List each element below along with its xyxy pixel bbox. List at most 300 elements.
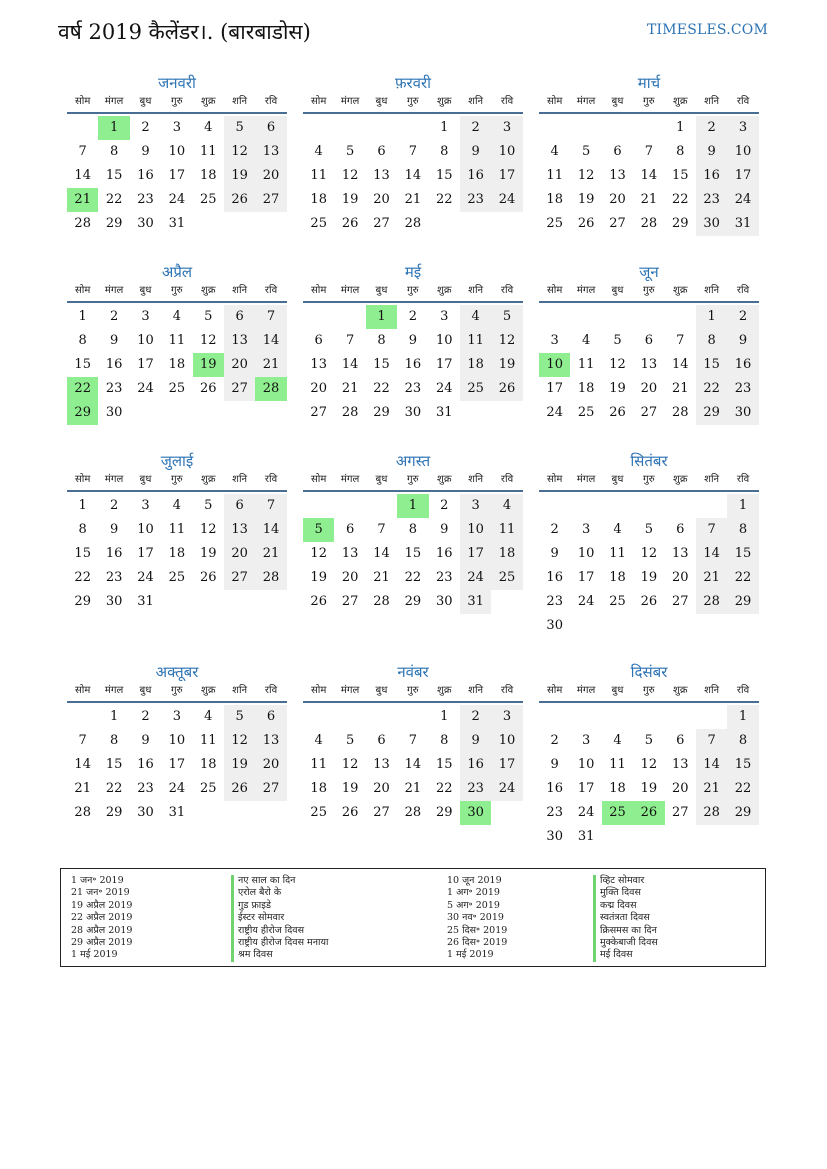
day-cell: 7 <box>78 733 87 748</box>
empty-cell <box>334 116 365 140</box>
empty-cell <box>539 705 570 729</box>
day-cell: 1 <box>440 709 449 724</box>
month-block <box>303 662 523 825</box>
day-cell: 26 <box>310 594 327 609</box>
day-cell: 20 <box>224 542 255 566</box>
day-cell: 2 <box>550 522 559 537</box>
day-cell: 8 <box>408 522 417 537</box>
day-cell: 8 <box>377 333 386 348</box>
month-block <box>539 662 759 849</box>
weekday-label: शुक्र <box>673 685 688 696</box>
weekday-label: गुरु <box>407 685 419 696</box>
day-cell: 22 <box>105 781 123 796</box>
holiday-day-cell: 29 <box>67 401 98 425</box>
day-cell: 20 <box>640 381 658 396</box>
day-cell: 16 <box>546 570 563 585</box>
weekday-label: मंगल <box>340 685 360 696</box>
month-name: अगस्त <box>395 452 431 470</box>
day-cell: 4 <box>613 522 622 537</box>
day-cell: 1 <box>727 705 758 729</box>
month-name: अप्रैल <box>161 263 193 281</box>
day-cell: 11 <box>609 757 626 772</box>
weekday-label: गुरु <box>643 285 655 296</box>
day-grid <box>67 116 287 236</box>
legend-date: 29 अप्रैल 2019 <box>71 936 133 948</box>
empty-cell <box>397 116 428 140</box>
day-cell: 4 <box>491 494 522 518</box>
weekday-label: शुक्र <box>673 285 688 296</box>
day-cell: 29 <box>435 805 453 820</box>
day-cell: 27 <box>255 777 286 801</box>
day-cell: 9 <box>141 733 150 748</box>
legend-date: 5 अग॰ 2019 <box>447 899 500 911</box>
day-cell: 10 <box>577 546 595 561</box>
day-cell: 9 <box>460 140 491 164</box>
day-cell: 13 <box>224 329 255 353</box>
holiday-day-cell: 19 <box>193 353 224 377</box>
day-cell: 26 <box>577 216 595 231</box>
day-cell: 15 <box>696 353 727 377</box>
day-cell: 14 <box>74 757 91 772</box>
day-cell: 14 <box>671 357 689 372</box>
weekday-label: सोम <box>547 285 563 296</box>
day-cell: 14 <box>404 168 422 183</box>
day-cell: 20 <box>255 164 286 188</box>
day-cell: 15 <box>435 168 453 183</box>
day-cell: 16 <box>435 546 453 561</box>
day-cell: 5 <box>204 498 213 513</box>
day-cell: 29 <box>727 801 758 825</box>
day-cell: 22 <box>727 566 758 590</box>
day-cell: 28 <box>404 805 422 820</box>
day-cell: 16 <box>696 164 727 188</box>
weekday-label: शनि <box>704 285 720 296</box>
day-cell: 8 <box>696 329 727 353</box>
day-cell: 30 <box>435 594 453 609</box>
weekday-label: शनि <box>468 474 484 485</box>
day-cell: 26 <box>224 188 255 212</box>
weekday-label: गुरु <box>643 685 655 696</box>
day-cell: 7 <box>676 333 685 348</box>
day-cell: 28 <box>696 801 727 825</box>
day-cell: 15 <box>74 546 91 561</box>
holiday-day-cell: 5 <box>303 518 334 542</box>
weekday-label: सोम <box>75 685 91 696</box>
weekday-label: बुध <box>139 285 152 296</box>
weekday-label: सोम <box>311 474 327 485</box>
day-cell: 9 <box>408 333 417 348</box>
day-cell: 26 <box>609 405 626 420</box>
weekday-label: शुक्र <box>201 96 216 107</box>
day-cell: 3 <box>550 333 559 348</box>
day-cell: 7 <box>78 144 87 159</box>
day-cell: 22 <box>671 192 689 207</box>
month-name: अक्तूबर <box>155 663 199 681</box>
weekday-label: मंगल <box>576 96 596 107</box>
day-cell: 4 <box>204 709 213 724</box>
day-cell: 4 <box>314 144 323 159</box>
day-cell: 14 <box>640 168 658 183</box>
weekday-label: सोम <box>75 285 91 296</box>
legend-holiday-name: कद्म दिवस <box>593 900 658 912</box>
day-cell: 11 <box>199 733 217 748</box>
weekday-label: सोम <box>311 685 327 696</box>
day-cell: 15 <box>671 168 689 183</box>
day-cell: 17 <box>460 542 491 566</box>
day-cell: 25 <box>310 216 327 231</box>
legend-date: 19 अप्रैल 2019 <box>71 899 133 911</box>
weekday-label: शुक्र <box>437 285 452 296</box>
day-cell: 18 <box>546 192 563 207</box>
site-name[interactable]: TIMESLES.COM <box>647 22 768 38</box>
weekday-label: बुध <box>611 96 624 107</box>
day-cell: 26 <box>491 377 522 401</box>
day-cell: 6 <box>224 494 255 518</box>
day-grid <box>539 116 759 236</box>
day-cell: 6 <box>613 144 622 159</box>
day-cell: 29 <box>696 401 727 425</box>
day-cell: 27 <box>224 377 255 401</box>
weekday-header <box>67 93 287 114</box>
day-cell: 20 <box>255 753 286 777</box>
day-cell: 22 <box>727 777 758 801</box>
weekday-label: बुध <box>375 685 388 696</box>
day-cell: 5 <box>644 733 653 748</box>
day-cell: 5 <box>204 309 213 324</box>
day-cell: 3 <box>491 705 522 729</box>
weekday-label: शनि <box>468 96 484 107</box>
day-cell: 16 <box>460 164 491 188</box>
day-cell: 16 <box>460 753 491 777</box>
day-cell: 7 <box>644 144 653 159</box>
weekday-label: मंगल <box>104 474 124 485</box>
empty-cell <box>334 705 365 729</box>
day-cell: 24 <box>491 777 522 801</box>
day-cell: 19 <box>199 546 217 561</box>
day-cell: 13 <box>224 518 255 542</box>
holiday-day-cell: 26 <box>633 801 664 825</box>
day-cell: 24 <box>435 381 453 396</box>
day-cell: 30 <box>404 405 422 420</box>
day-cell: 9 <box>550 546 559 561</box>
weekday-label: मंगल <box>104 685 124 696</box>
holiday-legend <box>60 868 766 967</box>
day-cell: 18 <box>609 570 626 585</box>
day-cell: 14 <box>696 542 727 566</box>
day-cell: 9 <box>550 757 559 772</box>
day-cell: 21 <box>255 542 286 566</box>
day-cell: 23 <box>546 805 563 820</box>
day-cell: 3 <box>460 494 491 518</box>
empty-cell <box>334 494 365 518</box>
month-name: जनवरी <box>158 74 196 92</box>
month-block <box>303 73 523 236</box>
legend-date: 30 नव॰ 2019 <box>447 912 504 924</box>
day-cell: 25 <box>577 405 595 420</box>
legend-holiday-name: राष्ट्रीय हीरोज दिवस <box>231 925 328 937</box>
day-cell: 20 <box>373 192 390 207</box>
weekday-label: शनि <box>468 685 484 696</box>
day-cell: 30 <box>546 829 563 844</box>
empty-cell <box>539 305 570 329</box>
month-name: दिसंबर <box>630 663 668 681</box>
weekday-header <box>539 471 759 492</box>
day-cell: 12 <box>199 522 217 537</box>
weekday-label: बुध <box>139 474 152 485</box>
day-cell: 5 <box>224 705 255 729</box>
day-grid <box>67 305 287 425</box>
page-title: वर्ष 2019 कैलेंडर।. (बारबाडोस) <box>58 20 311 44</box>
day-cell: 8 <box>727 729 758 753</box>
holiday-day-cell: 1 <box>397 494 428 518</box>
empty-cell <box>602 305 633 329</box>
weekday-header <box>67 682 287 703</box>
weekday-label: बुध <box>375 474 388 485</box>
empty-cell <box>67 116 98 140</box>
day-cell: 7 <box>696 729 727 753</box>
day-cell: 24 <box>460 566 491 590</box>
day-cell: 13 <box>373 757 390 772</box>
day-cell: 6 <box>345 522 355 537</box>
day-cell: 12 <box>310 546 327 561</box>
day-cell: 20 <box>310 381 327 396</box>
holiday-day-cell: 21 <box>67 188 98 212</box>
day-cell: 23 <box>105 570 123 585</box>
day-cell: 31 <box>460 590 491 614</box>
day-cell: 29 <box>105 216 123 231</box>
day-grid <box>67 494 287 614</box>
empty-cell <box>602 705 633 729</box>
day-cell: 28 <box>255 566 286 590</box>
day-cell: 22 <box>373 381 390 396</box>
day-grid <box>539 705 759 849</box>
day-cell: 7 <box>408 733 417 748</box>
month-name: जुलाई <box>160 452 194 470</box>
weekday-label: गुरु <box>171 285 183 296</box>
day-cell: 10 <box>460 518 491 542</box>
empty-cell <box>303 305 334 329</box>
month-block <box>67 73 287 236</box>
weekday-header <box>303 471 523 492</box>
weekday-label: रवि <box>264 96 278 107</box>
empty-cell <box>366 116 397 140</box>
month-name: नवंबर <box>397 663 429 681</box>
holiday-day-cell: 30 <box>460 801 491 825</box>
day-cell: 3 <box>727 116 758 140</box>
day-cell: 18 <box>199 168 217 183</box>
day-cell: 6 <box>676 733 685 748</box>
weekday-header <box>303 93 523 114</box>
weekday-header <box>539 682 759 703</box>
empty-cell <box>633 305 664 329</box>
empty-cell <box>633 705 664 729</box>
day-grid <box>67 705 287 825</box>
day-cell: 26 <box>224 777 255 801</box>
day-cell: 24 <box>137 381 154 396</box>
day-cell: 18 <box>310 192 327 207</box>
day-cell: 4 <box>172 498 181 513</box>
day-cell: 31 <box>727 212 758 236</box>
day-cell: 23 <box>404 381 422 396</box>
day-cell: 12 <box>640 546 658 561</box>
empty-cell <box>665 494 696 518</box>
day-cell: 1 <box>676 120 685 135</box>
day-cell: 6 <box>377 144 386 159</box>
day-cell: 2 <box>109 498 119 513</box>
month-block <box>67 262 287 425</box>
day-cell: 13 <box>255 729 286 753</box>
empty-cell <box>602 116 633 140</box>
day-cell: 17 <box>546 381 563 396</box>
empty-cell <box>633 494 664 518</box>
day-cell: 4 <box>204 120 213 135</box>
day-cell: 2 <box>460 705 491 729</box>
day-cell: 8 <box>78 522 87 537</box>
weekday-label: शनि <box>232 96 248 107</box>
day-cell: 7 <box>408 144 417 159</box>
legend-holiday-name: व्हिट सोमवार <box>593 875 658 887</box>
day-cell: 13 <box>373 168 390 183</box>
legend-right-names <box>593 875 658 962</box>
day-cell: 2 <box>727 305 758 329</box>
day-cell: 5 <box>644 522 653 537</box>
day-cell: 29 <box>671 216 689 231</box>
day-cell: 2 <box>440 498 449 513</box>
day-cell: 6 <box>644 333 653 348</box>
day-cell: 27 <box>671 594 689 609</box>
day-cell: 4 <box>550 144 559 159</box>
empty-cell <box>665 705 696 729</box>
day-cell: 12 <box>199 333 217 348</box>
empty-cell <box>397 705 428 729</box>
day-cell: 18 <box>199 757 217 772</box>
empty-cell <box>570 705 601 729</box>
day-cell: 19 <box>310 570 327 585</box>
month-block <box>303 451 523 614</box>
empty-cell <box>570 116 601 140</box>
day-cell: 6 <box>255 705 286 729</box>
weekday-label: मंगल <box>576 285 596 296</box>
day-cell: 21 <box>341 381 359 396</box>
empty-cell <box>665 305 696 329</box>
day-cell: 13 <box>609 168 626 183</box>
day-cell: 15 <box>404 546 422 561</box>
day-grid <box>303 305 523 425</box>
weekday-label: मंगल <box>104 285 124 296</box>
holiday-day-cell: 1 <box>98 116 129 140</box>
weekday-label: सोम <box>75 474 91 485</box>
legend-holiday-name: क्रिसमस का दिन <box>593 925 658 937</box>
day-cell: 24 <box>168 781 186 796</box>
weekday-label: सोम <box>311 285 327 296</box>
weekday-label: रवि <box>736 285 750 296</box>
empty-cell <box>303 494 334 518</box>
weekday-label: बुध <box>139 96 152 107</box>
day-cell: 3 <box>581 733 591 748</box>
month-block <box>67 662 287 825</box>
weekday-label: रवि <box>500 96 514 107</box>
month-name: मई <box>404 263 422 281</box>
legend-date: 1 मई 2019 <box>71 949 118 961</box>
weekday-header <box>303 282 523 303</box>
day-cell: 1 <box>696 305 727 329</box>
day-cell: 11 <box>168 333 186 348</box>
legend-date: 26 दिस॰ 2019 <box>447 936 508 948</box>
holiday-day-cell: 10 <box>539 353 570 377</box>
day-cell: 15 <box>74 357 91 372</box>
day-cell: 19 <box>341 781 359 796</box>
weekday-label: बुध <box>139 685 152 696</box>
day-cell: 11 <box>310 168 327 183</box>
day-cell: 5 <box>345 144 355 159</box>
day-cell: 20 <box>609 192 626 207</box>
weekday-label: मंगल <box>340 285 360 296</box>
day-cell: 25 <box>609 594 626 609</box>
day-cell: 18 <box>491 542 522 566</box>
day-cell: 5 <box>345 733 355 748</box>
day-cell: 13 <box>671 757 689 772</box>
day-cell: 10 <box>577 757 595 772</box>
day-cell: 14 <box>696 753 727 777</box>
day-cell: 4 <box>172 309 181 324</box>
day-cell: 31 <box>577 829 595 844</box>
day-cell: 23 <box>460 188 491 212</box>
weekday-label: शुक्र <box>437 96 452 107</box>
empty-cell <box>67 705 98 729</box>
day-cell: 10 <box>168 144 186 159</box>
day-cell: 30 <box>546 618 563 633</box>
holiday-day-cell: 25 <box>602 801 633 825</box>
legend-date: 28 अप्रैल 2019 <box>71 924 133 936</box>
weekday-label: शनि <box>232 685 248 696</box>
month-block <box>539 451 759 638</box>
weekday-label: बुध <box>611 285 624 296</box>
empty-cell <box>570 305 601 329</box>
day-cell: 30 <box>137 216 154 231</box>
holiday-day-cell: 28 <box>255 377 286 401</box>
day-cell: 8 <box>78 333 87 348</box>
day-cell: 17 <box>137 357 154 372</box>
day-cell: 27 <box>310 405 327 420</box>
weekday-label: शुक्र <box>437 474 452 485</box>
day-cell: 11 <box>577 357 595 372</box>
weekday-header <box>67 282 287 303</box>
day-cell: 18 <box>168 357 186 372</box>
day-cell: 7 <box>255 305 286 329</box>
day-cell: 21 <box>671 381 689 396</box>
day-cell: 13 <box>640 357 658 372</box>
day-cell: 1 <box>109 709 119 724</box>
day-cell: 5 <box>491 305 522 329</box>
weekday-label: मंगल <box>104 96 124 107</box>
day-cell: 29 <box>74 594 91 609</box>
weekday-label: रवि <box>264 685 278 696</box>
day-cell: 12 <box>224 729 255 753</box>
legend-holiday-name: मुक्केबाजी दिवस <box>593 937 658 949</box>
weekday-label: बुध <box>375 96 388 107</box>
day-cell: 26 <box>341 805 359 820</box>
weekday-label: बुध <box>611 685 624 696</box>
day-cell: 25 <box>168 381 186 396</box>
month-block <box>539 73 759 236</box>
day-cell: 14 <box>255 518 286 542</box>
legend-date: 25 दिस॰ 2019 <box>447 924 508 936</box>
day-cell: 21 <box>74 781 91 796</box>
legend-date: 10 जून 2019 <box>447 875 502 886</box>
day-cell: 7 <box>345 333 355 348</box>
day-cell: 3 <box>581 522 591 537</box>
day-cell: 27 <box>224 566 255 590</box>
